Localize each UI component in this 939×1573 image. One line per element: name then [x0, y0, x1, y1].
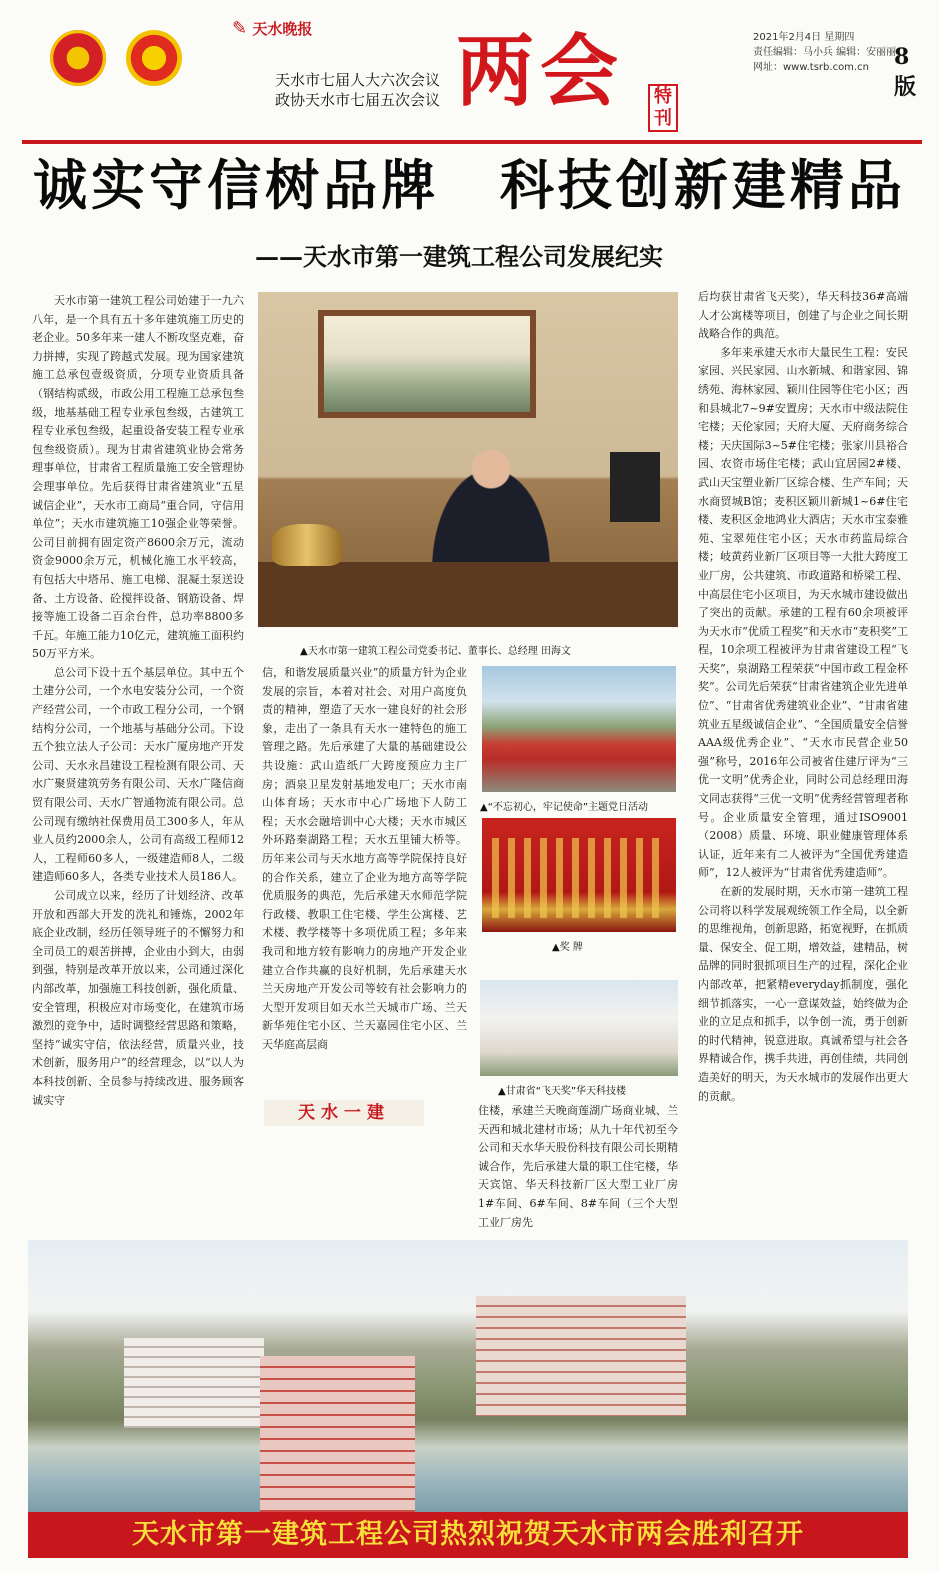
article-paragraph: 公司成立以来，经历了计划经济、改革开放和西部大开发的洗礼和锤炼，2002年底企业改制，经历任领导班子的不懈努力和全司员工的艰苦拼搏，企业由小到大，由弱到强，特别是改革开放以来，公司通过深化内部改革，加强施工科技创新，强化质量、安全管理，积极应对市场变化，在建筑市场激烈的竞争中，适时调整经营思路和策略，坚持“诚实守信，依法经营，质量兴业，技术创新，服务用户”的经营理念，以“以人为本科技创新、全员参与持续改进、服务顾客诚实守 — [32, 889, 244, 1107]
tower-sign: 天水一建 — [264, 1100, 424, 1126]
headline: 诚实守信树品牌 科技创新建精品 — [33, 153, 906, 217]
party-activity-photo — [482, 666, 676, 792]
portrait-caption: ▲天水市第一建筑工程公司党委书记、董事长、总经理 田海文 — [300, 646, 571, 657]
issue-date: 2021年2月4日 星期四 — [753, 32, 855, 43]
article-paragraph: 总公司下设十五个基层单位。其中五个土建分公司，一个水电安装分公司，一个资产经营公司，一个市政工程分公司，一个钢结构分公司，一个地基与基础分公司。下设五个独立法人子公司：天水广厦房地产开发公司、天水永昌建设工程检测有限公司、天水广聚贤建筑劳务有限公司、天水广隆信商贸有限公司、天水广智通物流有限公司。总公司现有缴纳社保费用员工300多人，年从业人员约2000余人，公司有高级工程师12人，工程师60多人，一级建造师8人，二级建造师60多人，各类专业技术人员186人。 — [32, 665, 244, 884]
article-column-left — [32, 292, 244, 1232]
masthead — [22, 10, 922, 144]
article-paragraph: 后均获甘肃省飞天奖），华天科技36#高端人才公寓楼等项目，创建了与企业之间长期战略合作的典范。 — [698, 290, 908, 341]
party-activity-caption: ▲“不忘初心，牢记使命”主题党日活动 — [480, 802, 649, 813]
huatian-building-caption: ▲甘肃省“飞天奖”华天科技楼 — [498, 1086, 627, 1097]
article-paragraph: 天水市第一建筑工程公司始建于一九六八年，是一个具有五十多年建筑施工历史的老企业。50多年来一建人不断攻坚克难，奋力拼搏，实现了跨越式发展。现为国家建筑施工总承包壹级资质，分项专业资质具备（钢结构贰级，市政公用工程施工总承包叁级，地基基础工程专业承包叁级，古建筑工程专业承包叁级，起重设备安装工程专业承包叁级资质）。现为甘肃省建筑业协会常务理事单位，甘肃省工程质量施工安全管理协会理事单位。先后获得甘肃省建筑业“五星诚信企业”，天水市工商局“重合同，守信用单位”；天水市建筑施工10强企业等荣誉。公司目前拥有固定资产8600余万元，流动资金9000余万元，机械化施工水平较高，有包括大中塔吊、施工电梯、混凝土泵送设备、土方设备、砼搅拌设备、钢筋设备、焊接等施工设备二百余台件，总功率8800多千瓦。年施工能力10亿元，建筑施工面积约50万平方米。 — [32, 294, 244, 661]
awards-photo — [482, 818, 676, 932]
background-building — [476, 1296, 686, 1416]
bronze-bull-sculpture — [272, 524, 342, 566]
brand-name: 天水晚报 — [252, 20, 313, 38]
company-tower — [260, 1356, 415, 1512]
article-column-right — [698, 288, 908, 1256]
meeting-line-npc: 天水市七届人大六次会议 — [275, 71, 441, 89]
landscape-painting — [318, 310, 536, 418]
meeting-line-cppcc: 政协天水市七届五次会议 — [275, 91, 441, 109]
article-paragraph: 住楼，承建兰天晚商莲湖广场商业城、兰天西和城北建材市场；从九十年代初至今公司和天水华天股份科技有限公司长期精诚合作，先后承建大量的职工住宅楼，华天宾馆、华天科技新厂区大型工业厂房1#车间、6#车间、8#车间（三个大型工业厂房先 — [478, 1104, 678, 1229]
article-paragraph: 在新的发展时期，天水市第一建筑工程公司将以科学发展观统领工作全局，以全新的思维视角，创新思路，拓宽视野，在抓质量、保安全、促工期，增效益，建精品，树品牌的同时狠抓项目生产的过程，深化企业内部改革，把紧精everyday抓制度，强化细节抓落实，一心一意谋效益，始终做为企业的立足点和抓手，以争创一流，勇于创新的时代精神，锐意进取。真诚希望与社会各界精诚合作，携手共进，再创佳绩，共同创造美好的明天，为天水城市的发展作出更大的贡献。 — [698, 885, 908, 1103]
issue-website: 网址：www.tsrb.com.cn — [753, 62, 869, 73]
background-building — [124, 1338, 264, 1428]
awards-caption: ▲奖 牌 — [552, 942, 583, 953]
meeting-names — [275, 70, 440, 110]
portrait-photo — [258, 292, 678, 627]
computer-monitor — [610, 452, 660, 522]
article-paragraph: 信，和谐发展质量兴业”的质量方针为企业发展的宗旨，本着对社会、对用户高度负责的精神，塑造了天水一建良好的社会形象，走出了一条具有天水一建特色的施工管理之路。先后承建了大量的基础建设公共设施：武山造纸厂大跨度预应力主厂房；酒泉卫星发射基地发电厂；天水市南山体育场；天水市中心广场地下人防工程；天水会融培训中心大楼；天水市城区外环路秦湖路工程；天水五里铺大桥等。历年来公司与天水地方高等学院保持良好的合作关系，建立了企业为地方高等学院优质服务的典范，先后承建天水师范学院行政楼、教职工住宅楼、学生公寓楼、艺术楼、教学楼等十多项优质工程；多年来我司和地方较有影响力的房地产开发企业建立合作共赢的良好机制，先后承建天水兰天房地产开发公司等较有社会影响力的大型开发项目如天水兰天城市广场、兰天新华苑住宅小区、兰天嘉园住宅小区、兰天华庭高层商 — [262, 666, 467, 1051]
article-column-middle — [262, 664, 467, 1096]
huatian-building-photo — [480, 980, 678, 1076]
congratulation-banner: 天水市第一建筑工程公司热烈祝贺天水市两会胜利召开 — [28, 1512, 908, 1558]
cppcc-emblem-icon — [126, 30, 182, 86]
office-desk — [258, 562, 678, 627]
issue-editors: 责任编辑：马小兵 编辑：安丽丽 — [753, 47, 897, 58]
brand-logo-icon: ✎ — [232, 18, 248, 39]
issue-info — [753, 30, 896, 75]
article-column-middle-lower — [478, 1102, 678, 1232]
article-paragraph: 多年来承建天水市大量民生工程：安民家园、兴民家园、山水新城、和谐家园、锦绣苑、海林家园、颖川住园等住宅小区；西和县城北7~9#安置房；天水市中级法院住宅楼；天伦家园；天府大厦、天府商务综合楼；天庆国际3~5#住宅楼；张家川县裕合园、农资市场住宅楼；武山宜居园2#楼、武山天宝塑业新厂区综合楼、生产车间；天水商贸城B馆；麦积区颖川新城1~6#住宅楼、麦积区金地鸿业大酒店；天水市宝泰雅苑、宝翠苑住宅小区；天水市药监局综合楼；岐黄药业新厂区项目等一大批大跨度工业厂房，公共建筑、市政道路和桥梁工程、中高层住宅小区项目，为天水城市建设做出了突出的贡献。承建的工程有60余项被评为天水市“优质工程奖”和天水市“麦积奖”工程，10余项工程被评为甘肃省建设工程“飞天奖”，泉湖路工程荣获“中国市政工程金杯奖”。公司先后荣获“甘肃省建筑企业先进单位”、“甘肃省优秀建筑业企业”、“甘肃省建筑业五星级诚信企业”、“全国质量安全信誉AAA级优秀企业”、“天水市民营企业50强”称号，2016年公司被省住建厅评为“三优一文明”优秀企业，同时公司总经理田海文同志获得“三优一文明”优秀经营管理者称号。企业质量安全管理，通过ISO9001（2008）质量、环境、职业健康管理体系认证，近年来有二人被评为“全国优秀建造师”，12人被评为“甘肃省优秀建造师”。 — [698, 345, 908, 880]
section-title: 两会 — [456, 26, 625, 117]
city-panorama-photo — [28, 1240, 908, 1512]
national-emblem-icon — [50, 30, 106, 86]
subheadline: ——天水市第一建筑工程公司发展纪实 — [255, 242, 663, 271]
trophy-row — [492, 838, 666, 918]
page-number: 8版 — [894, 44, 917, 100]
newspaper-brand — [232, 18, 312, 39]
section-tag: 特刊 — [648, 84, 678, 132]
